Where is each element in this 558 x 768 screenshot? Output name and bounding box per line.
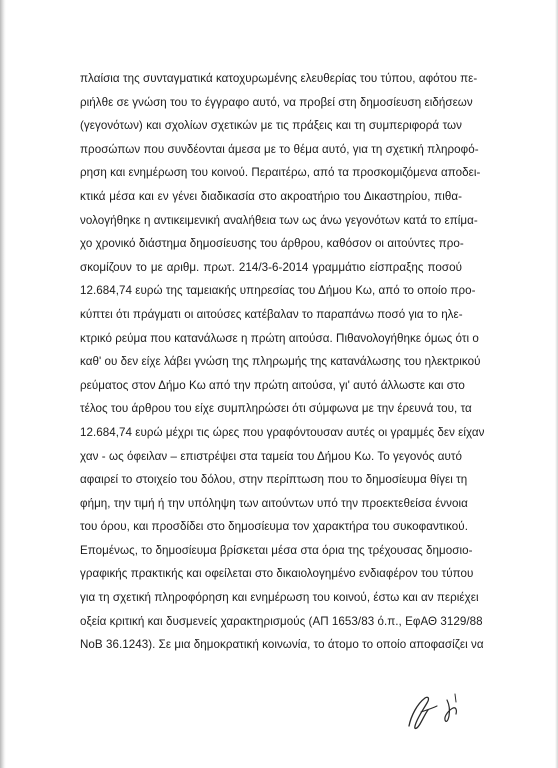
text-line: κτικά μέσα και εν γένει διαδικασία στο ακροατήριο του Δικαστηρίου, πιθα-: [80, 189, 462, 203]
text-line: χαν - ως όφειλαν – επιστρέψει στα ταμεία του Δήμου Κω. Το γεγονός αυτό: [80, 449, 462, 463]
text-line: καθ' ου δεν είχε λάβει γνώση της πληρωμής της κατανάλωσης του ηλεκτρικού: [80, 355, 481, 369]
text-line: φήμη, την τιμή ή την υπόληψη των αιτούντων υπό την προεκτεθείσα έννοια: [80, 496, 468, 510]
text-line: (γεγονότων) και σχολίων σχετικών με τις πράξεις και τη συμπεριφορά των: [80, 119, 462, 133]
text-line: κύπτει ότι πράγματι οι αιτούσες κατέβαλαν το παραπάνω ποσό για το ηλε-: [80, 307, 463, 321]
text-line: αφαιρεί το στοιχείο του δόλου, στην περίπτωση που το δημοσίευμα θίγει τη: [80, 473, 468, 487]
text-line: νολογήθηκε η αντικειμενική αναλήθεια των ως άνω γεγονότων κατά το επίμα-: [80, 213, 478, 227]
text-line: τέλος του άρθρου του είχε συμπληρώσει ότι σύμφωνα με την έρευνά του, τα: [80, 402, 472, 416]
text-line: ρηση και ενημέρωση του κοινού. Περαιτέρω, από τα προσκομιζόμενα αποδει-: [80, 166, 481, 180]
text-line: χο χρονικό διάστημα δημοσίευσης του άρθρου, καθόσον οι αιτούντες προ-: [80, 237, 464, 251]
text-line: 12.684,74 ευρώ της ταμειακής υπηρεσίας του Δήμου Κω, από το οποίο προ-: [80, 284, 476, 298]
text-line: για τη σχετική πληροφόρηση και ενημέρωση του κοινού, έστω και αν περιέχει: [80, 591, 479, 605]
text-line: ΝοΒ 36.1243). Σε μια δημοκρατική κοινωνία, το άτομο το οποίο αποφασίζει να: [80, 638, 484, 652]
text-line: προσώπων που συνδέονται άμεσα με το θέμα αυτό, για τη σχετική πληροφό-: [80, 142, 479, 156]
text-line: 12.684,74 ευρώ μέχρι τις ώρες που γραφόντουσαν αυτές οι γραμμές δεν είχαν: [80, 425, 485, 439]
handwritten-signature: [403, 690, 473, 734]
text-line: Επομένως, το δημοσίευμα βρίσκεται μέσα στα όρια της τρέχουσας δημοσιο-: [80, 543, 473, 557]
text-line: γραφικής πρακτικής και οφείλεται στο δικαιολογημένο ενδιαφέρον του τύπου: [80, 567, 474, 581]
text-line: σκομίζουν το με αριθμ. πρωτ. 214/3-6-2014 γραμμάτιο είσπραξης ποσού: [80, 260, 462, 274]
text-line: του όρου, και προσδίδει στο δημοσίευμα τον χαρακτήρα του συκοφαντικού.: [80, 520, 468, 534]
document-body: [80, 67, 485, 657]
text-line: οξεία κριτική και δυσμενείς χαρακτηρισμούς (ΑΠ 1653/83 ό.π., ΕφΑΘ 3129/88: [80, 614, 483, 628]
scan-edge-shadow: [0, 0, 6, 768]
text-line: κτρικό ρεύμα που κατανάλωσε η πρώτη αιτούσα. Πιθανολογήθηκε όμως ότι ο: [80, 331, 479, 345]
text-line: πλαίσια της συνταγματικά κατοχυρωμένης ελευθερίας του τύπου, αφότου πε-: [80, 72, 478, 85]
text-line: ριήλθε σε γνώση του το έγγραφο αυτό, να προβεί στη δημοσίευση ειδήσεων: [80, 95, 473, 109]
text-line: ρεύματος στον Δήμο Κω από την πρώτη αιτούσα, γι' αυτό άλλωστε και στο: [80, 378, 465, 392]
